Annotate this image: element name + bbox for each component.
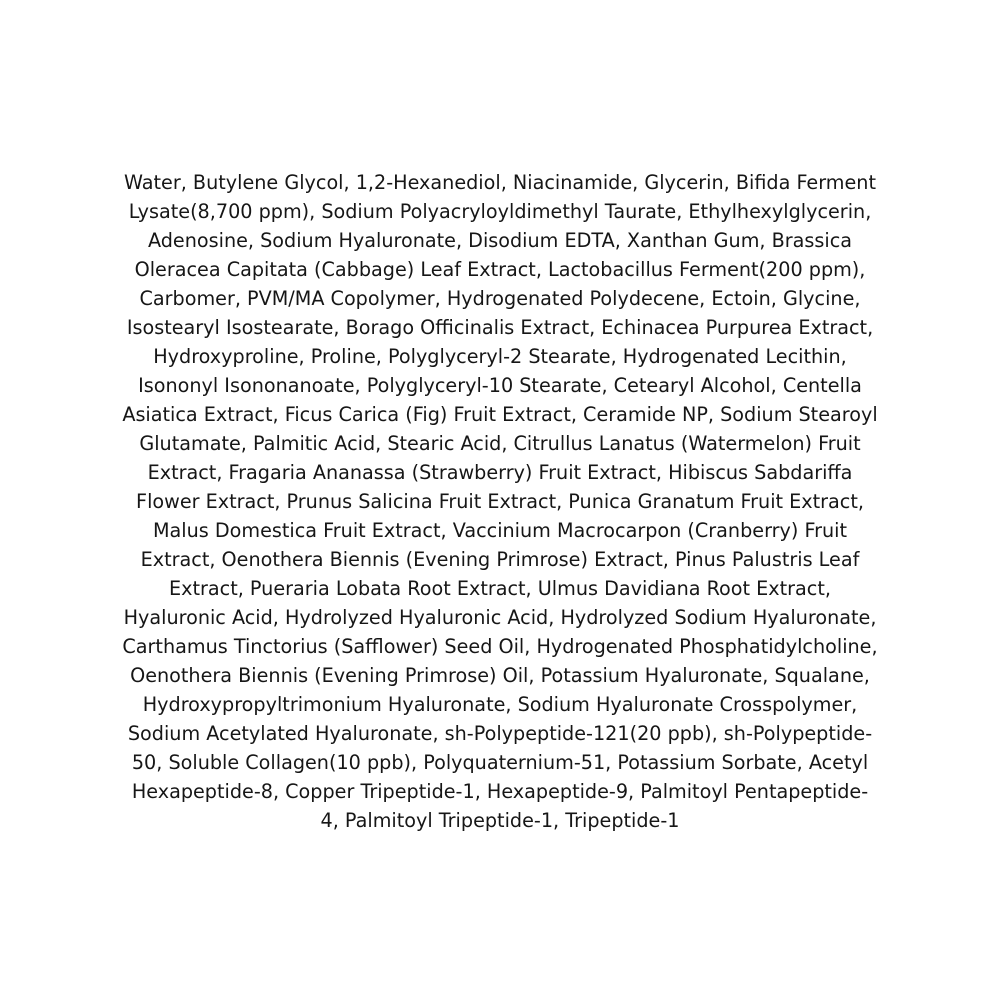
ingredient-line: Flower Extract, Prunus Salicina Fruit Extract, Punica Granatum Fruit Extract, [136, 490, 864, 513]
ingredient-line: Oleracea Capitata (Cabbage) Leaf Extract, Lactobacillus Ferment(200 ppm), [134, 258, 866, 281]
ingredient-line: Oenothera Biennis (Evening Primrose) Oil, Potassium Hyaluronate, Squalane, [130, 664, 870, 687]
ingredient-line: Isononyl Isononanoate, Polyglyceryl-10 Stearate, Cetearyl Alcohol, Centella [138, 374, 862, 397]
ingredient-line: Extract, Oenothera Biennis (Evening Primrose) Extract, Pinus Palustris Leaf [140, 548, 860, 571]
ingredient-line: 4, Palmitoyl Tripeptide-1, Tripeptide-1 [320, 809, 680, 832]
ingredient-line: Extract, Fragaria Ananassa (Strawberry) Fruit Extract, Hibiscus Sabdariffa [147, 461, 853, 484]
ingredient-line: Adenosine, Sodium Hyaluronate, Disodium EDTA, Xanthan Gum, Brassica [147, 229, 853, 252]
ingredient-line: Sodium Acetylated Hyaluronate, sh-Polypeptide-121(20 ppb), sh-Polypeptide- [127, 722, 873, 745]
ingredient-line: Extract, Pueraria Lobata Root Extract, Ulmus Davidiana Root Extract, [169, 577, 831, 600]
ingredient-line: Hyaluronic Acid, Hydrolyzed Hyaluronic Acid, Hydrolyzed Sodium Hyaluronate, [123, 606, 877, 629]
ingredient-line: Hydroxypropyltrimonium Hyaluronate, Sodium Hyaluronate Crosspolymer, [142, 693, 858, 716]
ingredient-line: Lysate(8,700 ppm), Sodium Polyacryloyldimethyl Taurate, Ethylhexylglycerin, [128, 200, 872, 223]
ingredient-line: Carthamus Tinctorius (Safflower) Seed Oil, Hydrogenated Phosphatidylcholine, [122, 635, 878, 658]
ingredient-line: Water, Butylene Glycol, 1,2-Hexanediol, Niacinamide, Glycerin, Bifida Ferment [124, 171, 876, 194]
ingredient-line: Isostearyl Isostearate, Borago Officinalis Extract, Echinacea Purpurea Extract, [126, 316, 874, 339]
ingredients-list [95, 168, 905, 835]
ingredient-line: Malus Domestica Fruit Extract, Vaccinium Macrocarpon (Cranberry) Fruit [152, 519, 848, 542]
ingredient-line: Hexapeptide-8, Copper Tripeptide-1, Hexapeptide-9, Palmitoyl Pentapeptide- [131, 780, 869, 803]
ingredient-line: Hydroxyproline, Proline, Polyglyceryl-2 Stearate, Hydrogenated Lecithin, [153, 345, 847, 368]
ingredient-line: Glutamate, Palmitic Acid, Stearic Acid, Citrullus Lanatus (Watermelon) Fruit [139, 432, 861, 455]
ingredient-line: 50, Soluble Collagen(10 ppb), Polyquaternium-51, Potassium Sorbate, Acetyl [131, 751, 869, 774]
ingredient-line: Asiatica Extract, Ficus Carica (Fig) Fruit Extract, Ceramide NP, Sodium Stearoyl [122, 403, 878, 426]
ingredient-line: Carbomer, PVM/MA Copolymer, Hydrogenated Polydecene, Ectoin, Glycine, [139, 287, 861, 310]
